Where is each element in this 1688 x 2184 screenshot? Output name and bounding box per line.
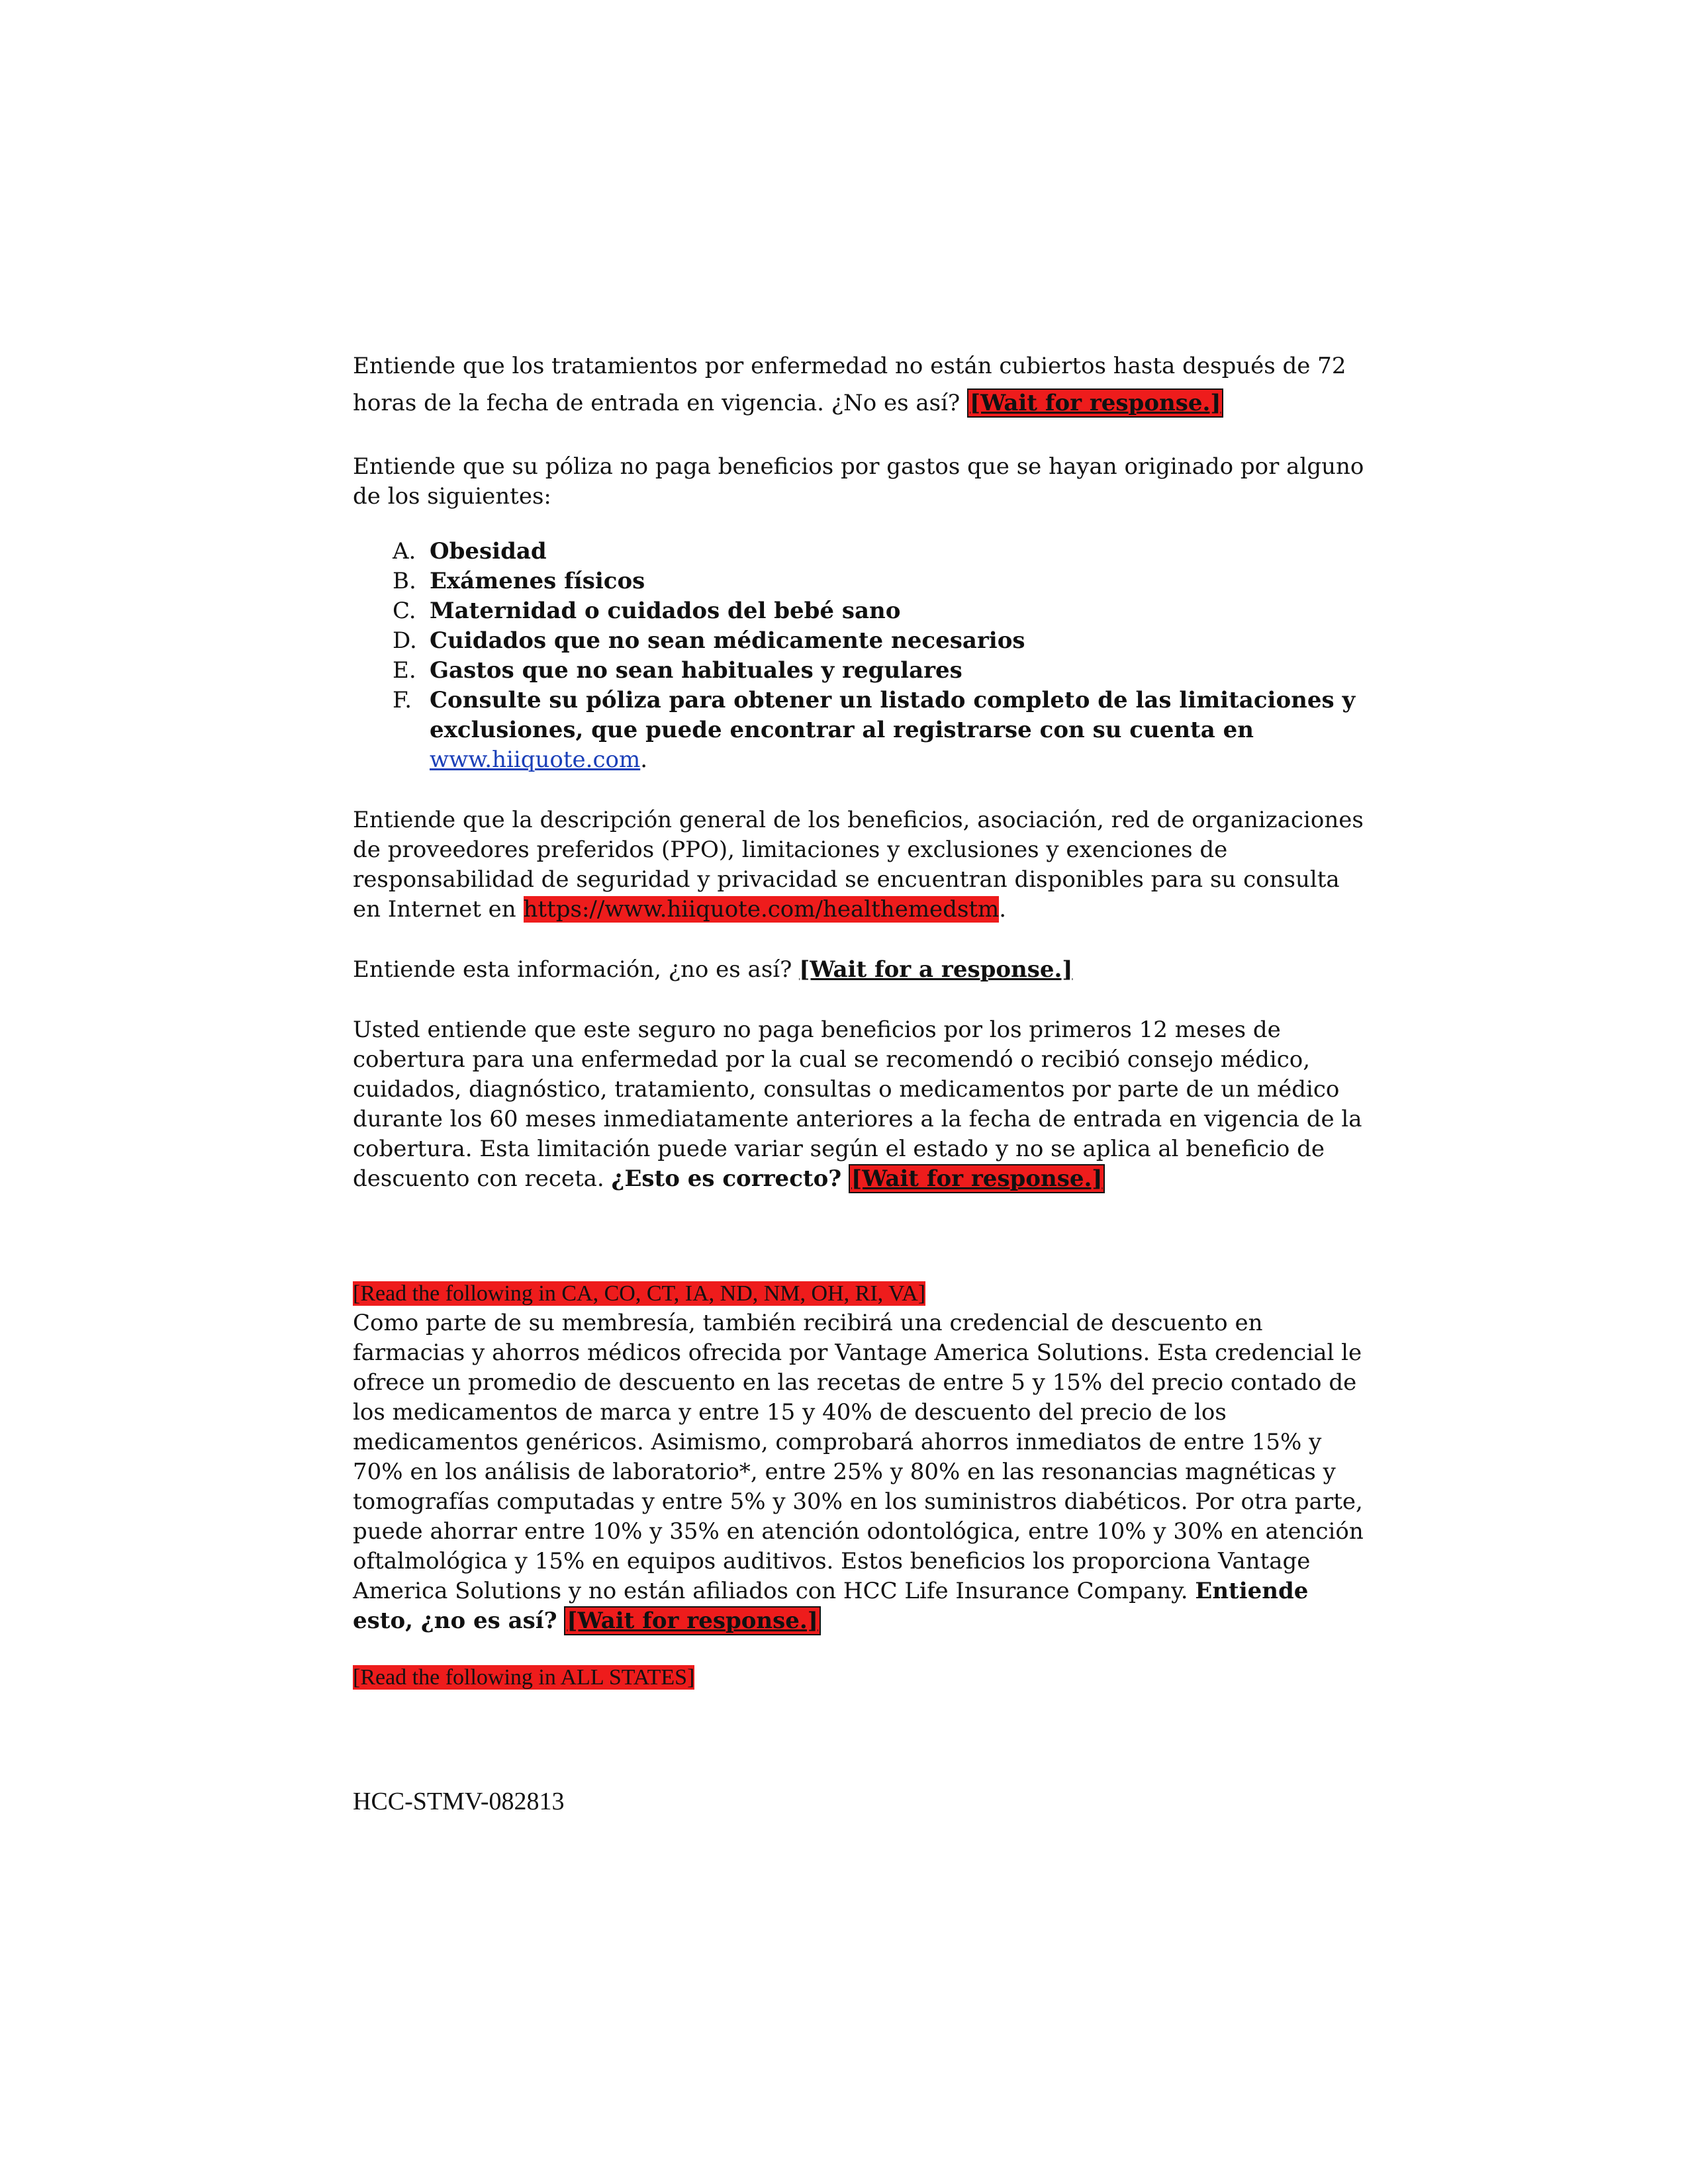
paragraph-understand-info (353, 955, 1366, 985)
state-list-tag: [Read the following in CA, CO, CT, IA, ND, NM, OH, RI, VA] (353, 1281, 926, 1306)
paragraph-72-hours (353, 347, 1366, 422)
healthemedstm-url[interactable]: https://www.hiiquote.com/healthemedstm (523, 896, 1000, 923)
paragraph-benefits-text: Entiende que la descripción general de los beneficios, asociación, red de organizaciones de proveedores preferidos (PPO), limitaciones y exclusiones y exenciones de responsabilidad de seguridad y privacidad se encuentran disponibles para su consulta en Internet en (353, 807, 1364, 923)
all-states-instruction (353, 1662, 1366, 1692)
list-item-text: Cuidados que no sean médicamente necesarios (430, 627, 1025, 654)
script-body (353, 347, 1366, 1692)
exclusions-list (353, 537, 1366, 775)
list-letter: A. (393, 538, 416, 565)
wait-for-a-response-tag: [Wait for a response.] (799, 956, 1073, 983)
all-states-tag: [Read the following in ALL STATES] (353, 1665, 695, 1690)
list-item (353, 567, 1366, 596)
wait-for-response-tag: [Wait for response.] (564, 1606, 820, 1635)
list-item-text: Maternidad o cuidados del bebé sano (430, 598, 901, 624)
list-letter: F. (393, 687, 412, 713)
list-item-text: Obesidad (430, 538, 547, 565)
form-code: HCC-STMV-082813 (353, 1788, 565, 1815)
paragraph-benefits-online: Entiende que la descripción general de los beneficios, asociación, red de organizaciones de proveedores preferidos (PPO), limitaciones y exclusiones y exenciones de responsabilidad de seguridad y privacidad se encuentran disponibles para su consulta en Internet en https://www.hiiquote.com/healthemedstm. (353, 807, 1364, 923)
list-letter: E. (393, 657, 416, 684)
wait-for-response-tag: [Wait for response.] (967, 388, 1223, 418)
understand-question: Entiende esto, ¿no es así? (353, 1578, 1309, 1634)
paragraph-exclusions-intro: Entiende que su póliza no paga beneficios por gastos que se hayan originado por alguno de los siguientes: (353, 453, 1364, 510)
list-item-text: Gastos que no sean habituales y regulares (430, 657, 962, 684)
wait-for-response-tag: [Wait for response.] (849, 1164, 1105, 1193)
paragraph-72-hours-text: Entiende que los tratamientos por enfermedad no están cubiertos hasta después de 72 horas de la fecha de entrada en vigencia. ¿No es así? (353, 353, 1346, 416)
list-item (353, 626, 1366, 656)
list-item: F. Consulte su póliza para obtener un listado completo de las limitaciones y exclusiones, que puede encontrar al registrarse con su cuenta en www.hiiquote.com. (393, 687, 1356, 773)
list-item (353, 656, 1366, 686)
paragraph-discount-text: Como parte de su membresía, también recibirá una credencial de descuento en farmacias y ahorros médicos ofrecida por Vantage America Solutions. Esta credencial le ofrece un promedio de descuento en las recetas de entre 5 y 15% del precio contado de los medicamentos de marca y entre 15 y 40% de descuento del precio de los medicamentos genéricos. Asimismo, comprobará ahorros inmediatos de entre 15% y 70% en los análisis de laboratorio*, entre 25% y 80% en las resonancias magnéticas y tomografías computadas y entre 5% y 30% en los suministros diabéticos. Por otra parte, puede ahorrar entre 10% y 35% en atención odontológica, entre 10% y 30% en atención oftalmológica y 15% en equipos auditivos. Estos beneficios los proporciona Vantage America Solutions y no están afiliados con HCC Life Insurance Company. (353, 1310, 1364, 1604)
paragraph-understand-text: Entiende esta información, ¿no es así? (353, 956, 792, 983)
correct-question: ¿Esto es correcto? (611, 1165, 842, 1192)
list-letter: D. (393, 627, 417, 654)
list-item (353, 596, 1366, 626)
list-item (353, 537, 1366, 567)
state-instruction (353, 1279, 1366, 1308)
list-letter: C. (393, 598, 416, 624)
paragraph-preexisting-text: Usted entiende que este seguro no paga beneficios por los primeros 12 meses de cobertura para una enfermedad por la cual se recomendó o recibió consejo médico, cuidados, diagnóstico, tratamiento, consultas o medicamentos por parte de un médico durante los 60 meses inmediatamente anteriores a la fecha de entrada en vigencia de la cobertura. Esta limitación puede variar según el estado y no se aplica al beneficio de descuento con receta. (353, 1017, 1362, 1192)
hiiquote-link[interactable]: www.hiiquote.com (430, 747, 641, 773)
paragraph-preexisting (353, 1015, 1366, 1194)
list-letter: B. (393, 568, 416, 594)
paragraph-discount-card (353, 1308, 1366, 1636)
list-item-text: Consulte su póliza para obtener un listado completo de las limitaciones y exclusiones, que puede encontrar al registrarse con su cuenta en (430, 687, 1356, 743)
list-item-text: Exámenes físicos (430, 568, 645, 594)
